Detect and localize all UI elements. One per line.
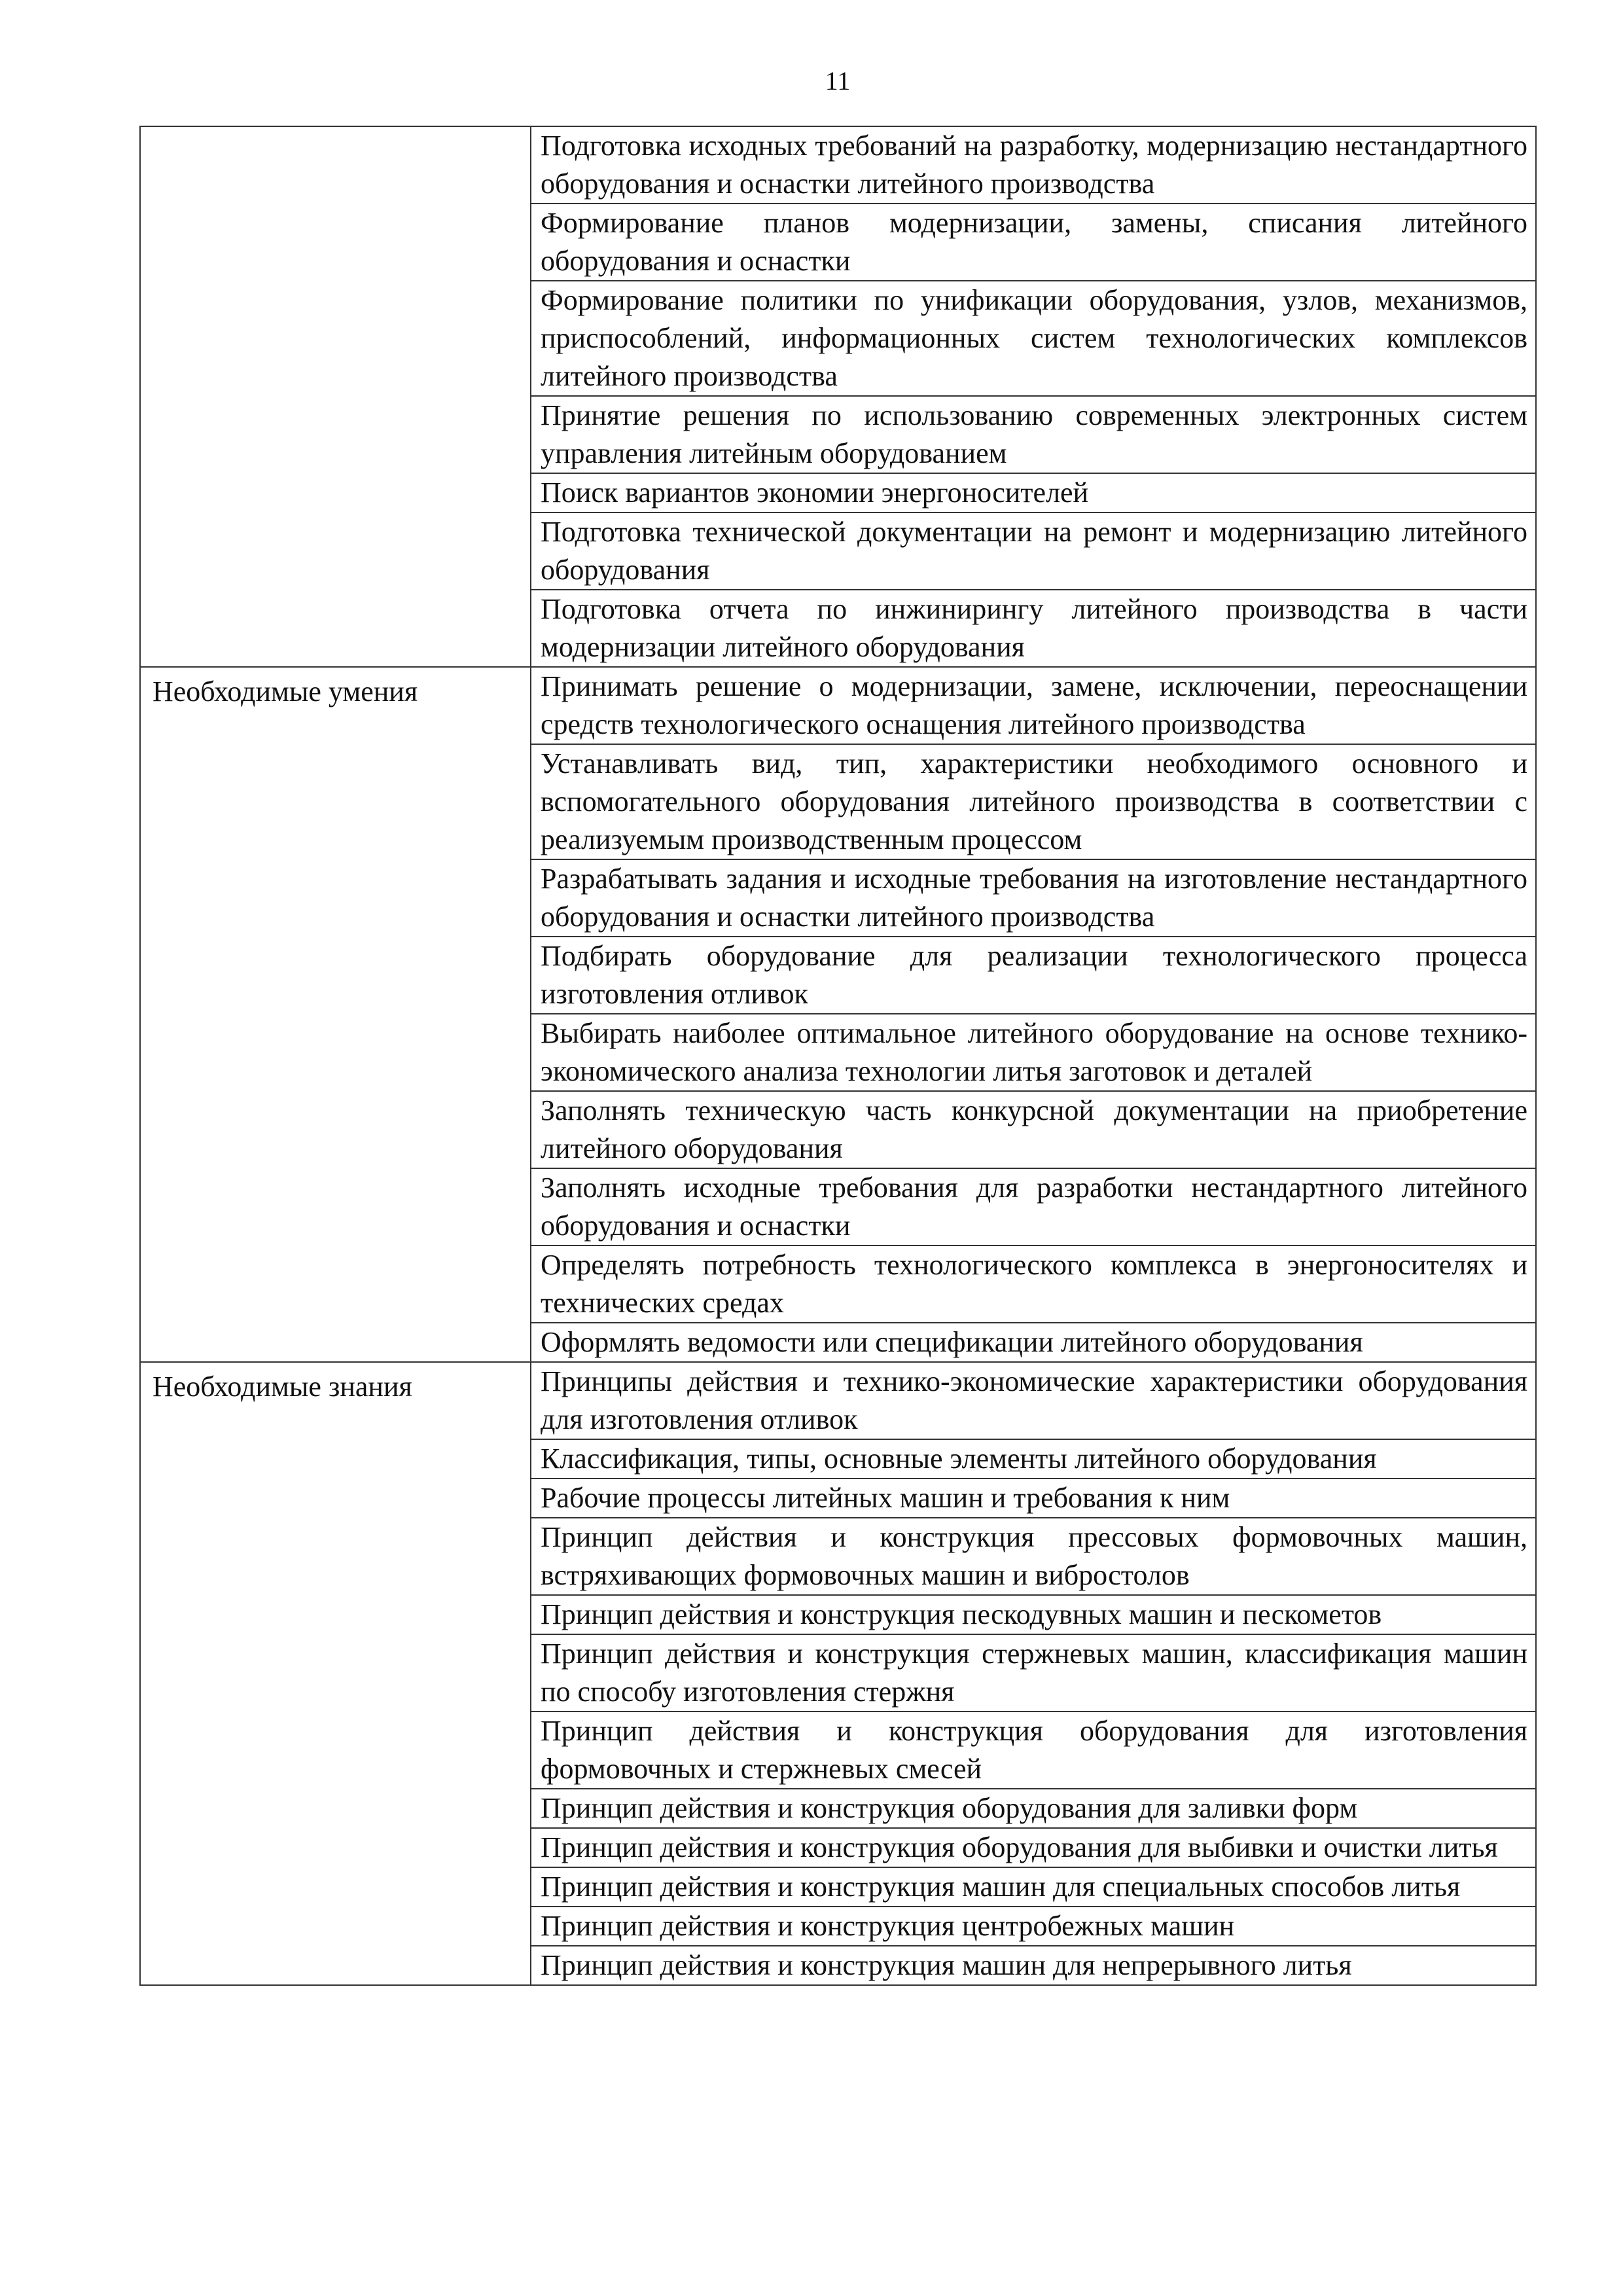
requirement-item: Принцип действия и конструкция стержневых машин, классификация машин по способу изготовления стержня <box>531 1634 1536 1712</box>
requirement-item: Подбирать оборудование для реализации технологического процесса изготовления отливок <box>531 937 1536 1014</box>
requirement-item: Принцип действия и конструкция центробежных машин <box>531 1907 1536 1946</box>
requirement-item: Оформлять ведомости или спецификации литейного оборудования <box>531 1323 1536 1362</box>
section-label: Необходимые умения <box>140 667 531 1362</box>
requirement-item: Подготовка исходных требований на разработку, модернизацию нестандартного оборудования и оснастки литейного производства <box>531 126 1536 204</box>
requirement-item: Принцип действия и конструкция оборудования для изготовления формовочных и стержневых смесей <box>531 1712 1536 1789</box>
requirement-item: Принцип действия и конструкция машин для специальных способов литья <box>531 1867 1536 1907</box>
table-body <box>140 126 1536 1985</box>
table-row <box>140 126 1536 204</box>
requirement-item: Формирование политики по унификации оборудования, узлов, механизмов, приспособлений, информационных систем технологических комплексов литейного производства <box>531 281 1536 396</box>
section-label-empty <box>140 126 531 667</box>
requirement-item: Устанавливать вид, тип, характеристики необходимого основного и вспомогательного оборудования литейного производства в соответствии с реализуемым производственным процессом <box>531 744 1536 859</box>
requirement-item: Принципы действия и технико-экономические характеристики оборудования для изготовления отливок <box>531 1362 1536 1439</box>
requirement-item: Заполнять исходные требования для разработки нестандартного литейного оборудования и оснастки <box>531 1168 1536 1246</box>
table-row <box>140 667 1536 744</box>
requirement-item: Принятие решения по использованию современных электронных систем управления литейным оборудованием <box>531 396 1536 473</box>
page-number: 11 <box>825 66 851 96</box>
requirements-table <box>139 126 1537 1986</box>
requirement-item: Принцип действия и конструкция оборудования для заливки форм <box>531 1789 1536 1828</box>
requirement-item: Выбирать наиболее оптимальное литейного оборудование на основе технико-экономического анализа технологии литья заготовок и деталей <box>531 1014 1536 1091</box>
requirement-item: Формирование планов модернизации, замены, списания литейного оборудования и оснастки <box>531 204 1536 281</box>
requirement-item: Разрабатывать задания и исходные требования на изготовление нестандартного оборудования и оснастки литейного производства <box>531 859 1536 937</box>
requirement-item: Рабочие процессы литейных машин и требования к ним <box>531 1479 1536 1518</box>
requirement-item: Подготовка отчета по инжинирингу литейного производства в части модернизации литейного оборудования <box>531 590 1536 667</box>
requirement-item: Принцип действия и конструкция машин для непрерывного литья <box>531 1946 1536 1985</box>
requirement-item: Подготовка технической документации на ремонт и модернизацию литейного оборудования <box>531 512 1536 590</box>
requirement-item: Принцип действия и конструкция оборудования для выбивки и очистки литья <box>531 1828 1536 1867</box>
requirement-item: Принцип действия и конструкция прессовых формовочных машин, встряхивающих формовочных машин и вибростолов <box>531 1518 1536 1595</box>
requirement-item: Поиск вариантов экономии энергоносителей <box>531 473 1536 512</box>
section-label: Необходимые знания <box>140 1362 531 1985</box>
requirement-item: Классификация, типы, основные элементы литейного оборудования <box>531 1439 1536 1479</box>
table-row <box>140 1362 1536 1439</box>
requirement-item: Принцип действия и конструкция пескодувных машин и пескометов <box>531 1595 1536 1634</box>
requirement-item: Заполнять техническую часть конкурсной документации на приобретение литейного оборудования <box>531 1091 1536 1168</box>
requirement-item: Принимать решение о модернизации, замене, исключении, переоснащении средств технологического оснащения литейного производства <box>531 667 1536 744</box>
requirement-item: Определять потребность технологического комплекса в энергоносителях и технических средах <box>531 1246 1536 1323</box>
